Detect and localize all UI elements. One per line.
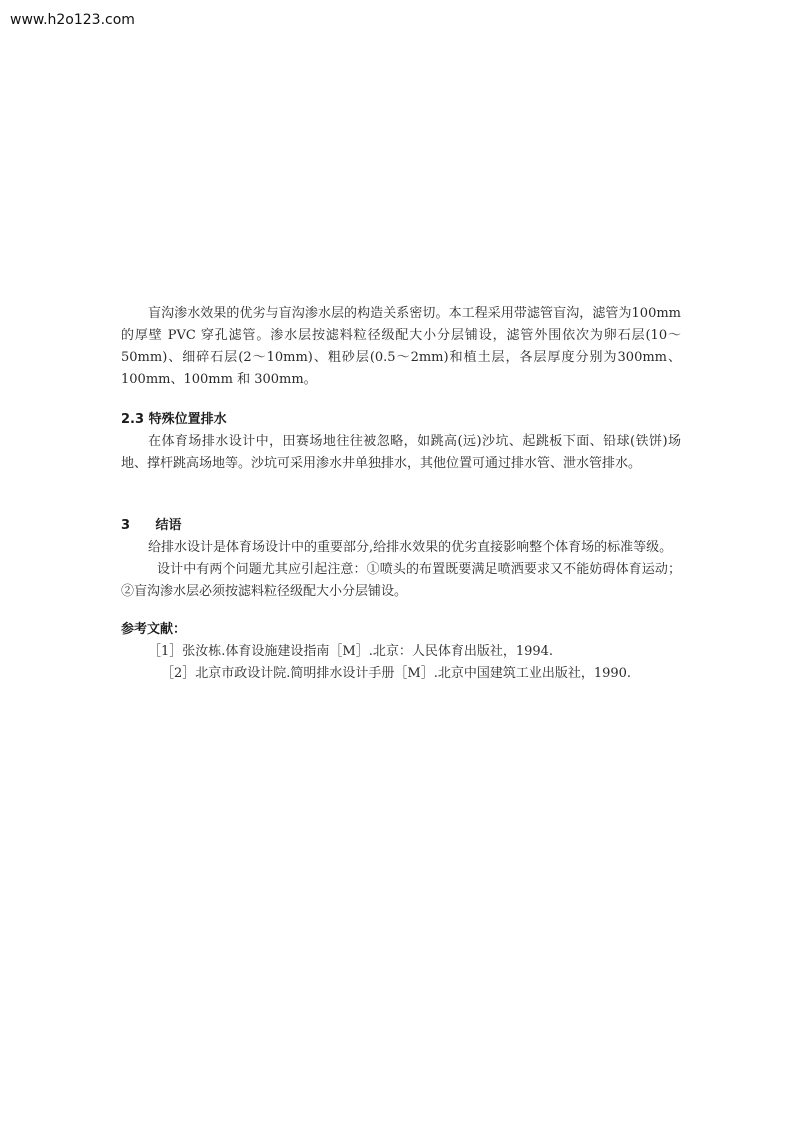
section-title: 特殊位置排水 <box>148 412 227 427</box>
site-watermark: www.h2o123.com <box>10 12 135 28</box>
section-heading-2-3 <box>121 409 681 431</box>
reference-item: ［1］张汝栋.体育设施建设指南［M］.北京：人民体育出版社，1994. <box>148 644 554 659</box>
section-number: 3 <box>121 518 131 533</box>
paragraph-blind-ditch: 盲沟渗水效果的优劣与盲沟渗水层的构造关系密切。本工程采用带滤管盲沟，滤管为100mm 的厚壁 PVC 穿孔滤管。渗水层按滤料粒径级配大小分层铺设，滤管外围依次为卵石层(10～50mm)、细碎石层(2～10mm)、粗砂层(0.5～2mm)和植土层，各层厚度分别为300mm、100mm、100mm 和 300mm。 <box>121 306 681 387</box>
paragraph-conclusion-1: 给排水设计是体育场设计中的重要部分,给排水效果的优劣直接影响整个体育场的标准等级。 <box>148 540 673 555</box>
paragraph-conclusion-2: 设计中有两个问题尤其应引起注意：①喷头的布置既要满足喷洒要求又不能妨碍体育运动；②盲沟渗水层必须按滤料粒径级配大小分层铺设。 <box>121 562 681 599</box>
section-title: 结语 <box>155 518 182 533</box>
section-heading-3 <box>121 515 681 537</box>
reference-item: ［2］北京市政设计院.简明排水设计手册［M］.北京中国建筑工业出版社，1990. <box>161 666 632 681</box>
document-body <box>121 303 681 685</box>
paragraph-special-drainage: 在体育场排水设计中，田赛场地往往被忽略，如跳高(远)沙坑、起跳板下面、铅球(铁饼)场地、撑杆跳高场地等。沙坑可采用渗水井单独排水，其他位置可通过排水管、泄水管排水。 <box>121 434 681 471</box>
references-heading: 参考文献： <box>121 622 187 637</box>
section-number: 2.3 <box>121 412 145 427</box>
